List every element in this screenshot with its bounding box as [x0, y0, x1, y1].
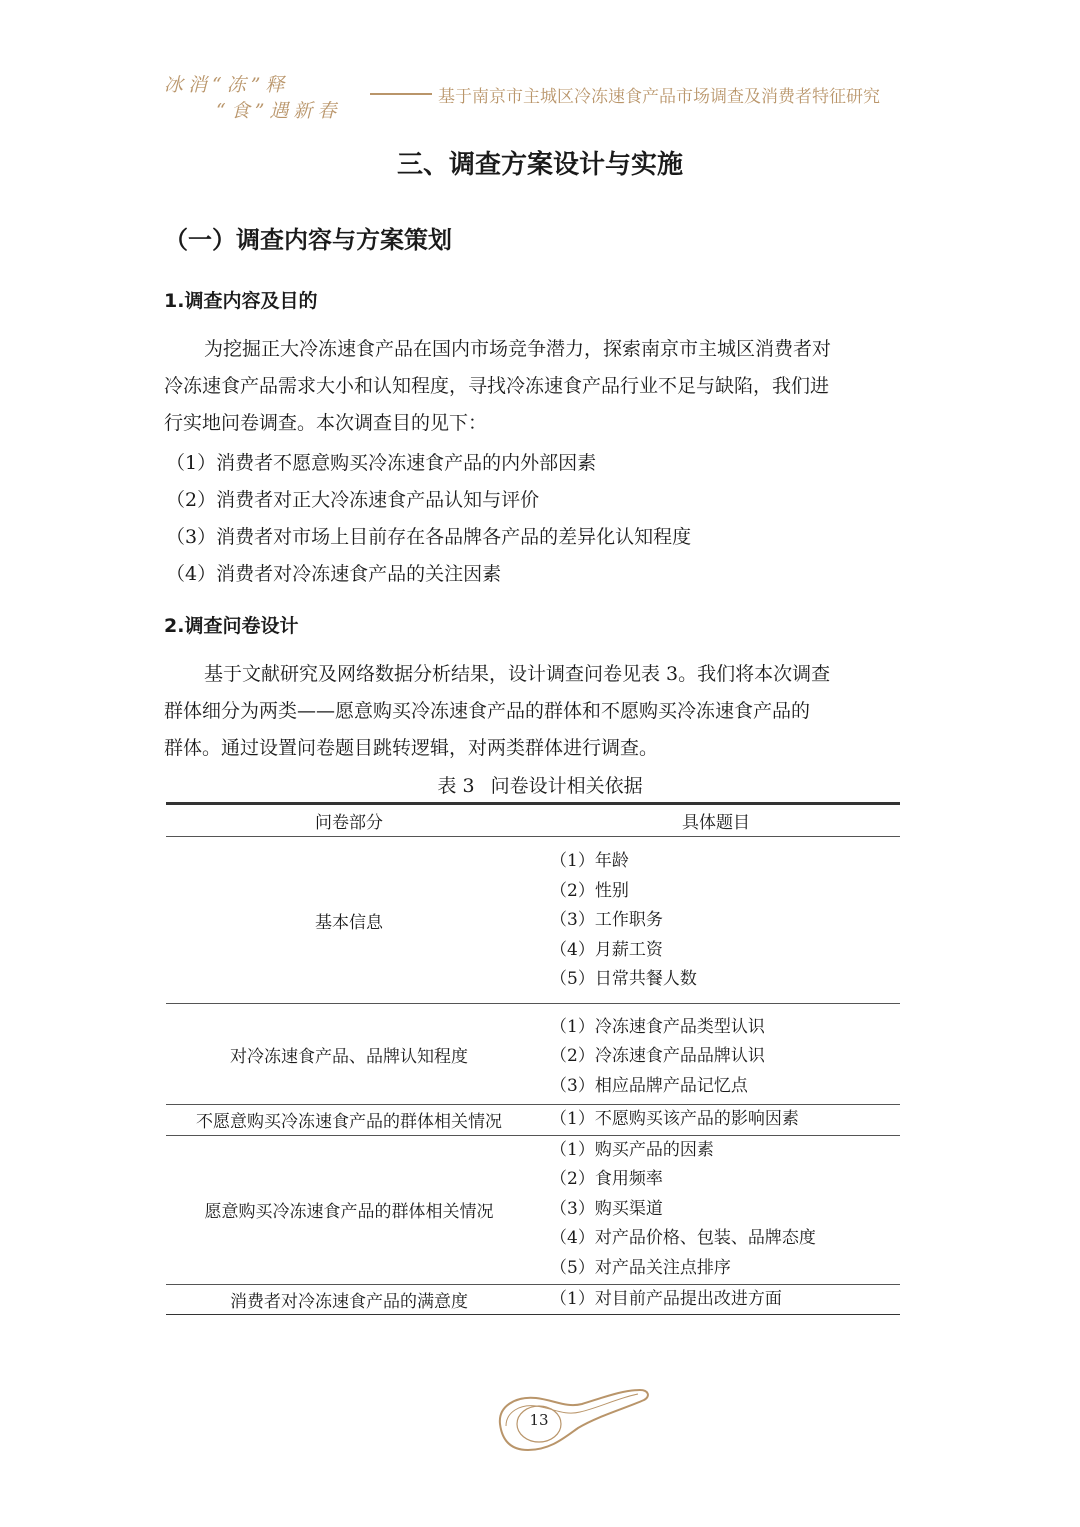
- question-item: （2）食用频率: [550, 1169, 663, 1190]
- paragraph-line: 群体。通过设置问卷题目跳转逻辑，对两类群体进行调查。: [164, 737, 659, 759]
- running-header: [160, 68, 920, 124]
- table-header-row: [166, 804, 900, 837]
- spoon-ornament-icon: [494, 1384, 654, 1456]
- table-cell-questions: [532, 837, 900, 1004]
- purpose-item: （3）消费者对市场上目前存在各品牌各产品的差异化认知程度: [166, 526, 692, 548]
- table-cell-questions: [532, 1284, 900, 1315]
- table-caption: [0, 771, 1080, 798]
- paragraph-line: 行实地问卷调查。本次调查目的见下：: [164, 412, 488, 434]
- table-row: [166, 1284, 900, 1315]
- table-row: [166, 1004, 900, 1105]
- question-item: （3）相应品牌产品记忆点: [550, 1075, 748, 1096]
- table-cell-part: 愿意购买冷冻速食产品的群体相关情况: [204, 1202, 494, 1223]
- part2-paragraph: [164, 656, 920, 767]
- part2-heading: 2.调查问卷设计: [164, 615, 299, 637]
- question-item: （3）工作职务: [550, 910, 663, 931]
- paragraph-line: 冷冻速食产品需求大小和认知程度，寻找冷冻速食产品行业不足与缺陷，我们进: [164, 375, 830, 397]
- brand-logo: [160, 68, 370, 124]
- table-cell-questions: [532, 1135, 900, 1284]
- header-part: 问卷部分: [315, 813, 383, 833]
- paragraph-line: 基于文献研究及网络数据分析结果，设计调查问卷见表 3。我们将本次调查: [204, 663, 831, 685]
- question-item: （1）对目前产品提出改进方面: [550, 1288, 782, 1309]
- question-item: （1）冷冻速食产品类型认识: [550, 1016, 765, 1037]
- question-item: （5）日常共餐人数: [550, 969, 697, 990]
- table-row: [166, 837, 900, 1004]
- header-questions: 具体题目: [682, 813, 750, 833]
- question-item: （1）年龄: [550, 851, 629, 872]
- page-number: 13: [529, 1411, 549, 1429]
- part1-paragraph: [164, 331, 920, 442]
- question-item: （1）购买产品的因素: [550, 1139, 714, 1160]
- table-cell-questions: [532, 1004, 900, 1105]
- table-caption-text: 问卷设计相关依据: [490, 775, 643, 797]
- paragraph-line: 群体细分为两类——愿意购买冷冻速食产品的群体和不愿购买冷冻速食产品的: [164, 700, 811, 722]
- table-cell-part: 基本信息: [315, 912, 383, 933]
- part1-heading: 1.调查内容及目的: [164, 290, 318, 312]
- table-cell-questions: [532, 1105, 900, 1136]
- question-item: （3）购买渠道: [550, 1198, 663, 1219]
- purpose-item: （1）消费者不愿意购买冷冻速食产品的内外部因素: [166, 452, 597, 474]
- paragraph-line: 为挖掘正大冷冻速食产品在国内市场竞争潜力，探索南京市主城区消费者对: [204, 338, 832, 360]
- brand-line-2: “食”遇新春: [216, 100, 342, 122]
- question-item: （4）对产品价格、包装、品牌态度: [550, 1228, 816, 1249]
- question-item: （1）不愿购买该产品的影响因素: [550, 1109, 799, 1129]
- purpose-item: （4）消费者对冷冻速食产品的关注因素: [166, 563, 502, 585]
- table-cell-part: 不愿意购买冷冻速食产品的群体相关情况: [196, 1112, 502, 1133]
- question-item: （5）对产品关注点排序: [550, 1257, 731, 1278]
- question-item: （4）月薪工资: [550, 939, 663, 960]
- table-cell-part: 对冷冻速食产品、品牌认知程度: [230, 1046, 468, 1067]
- question-item: （2）冷冻速食产品品牌认识: [550, 1046, 765, 1067]
- brand-line-1: 冰消“冻”释: [164, 74, 290, 96]
- table-row: [166, 1135, 900, 1284]
- table-cell-part: 消费者对冷冻速食产品的满意度: [230, 1291, 468, 1312]
- purpose-item: （2）消费者对正大冷冻速食产品认知与评价: [166, 489, 540, 511]
- question-item: （2）性别: [550, 880, 629, 901]
- section-title: 三、调查方案设计与实施: [396, 150, 683, 180]
- table-row: [166, 1105, 900, 1136]
- table-caption-label: 表 3: [437, 775, 475, 797]
- subsection-title: （一）调查内容与方案策划: [164, 226, 452, 254]
- header-title: 基于南京市主城区冷冻速食产品市场调查及消费者特征研究: [438, 87, 880, 107]
- header-divider: [370, 93, 432, 95]
- questionnaire-table: [166, 802, 900, 1315]
